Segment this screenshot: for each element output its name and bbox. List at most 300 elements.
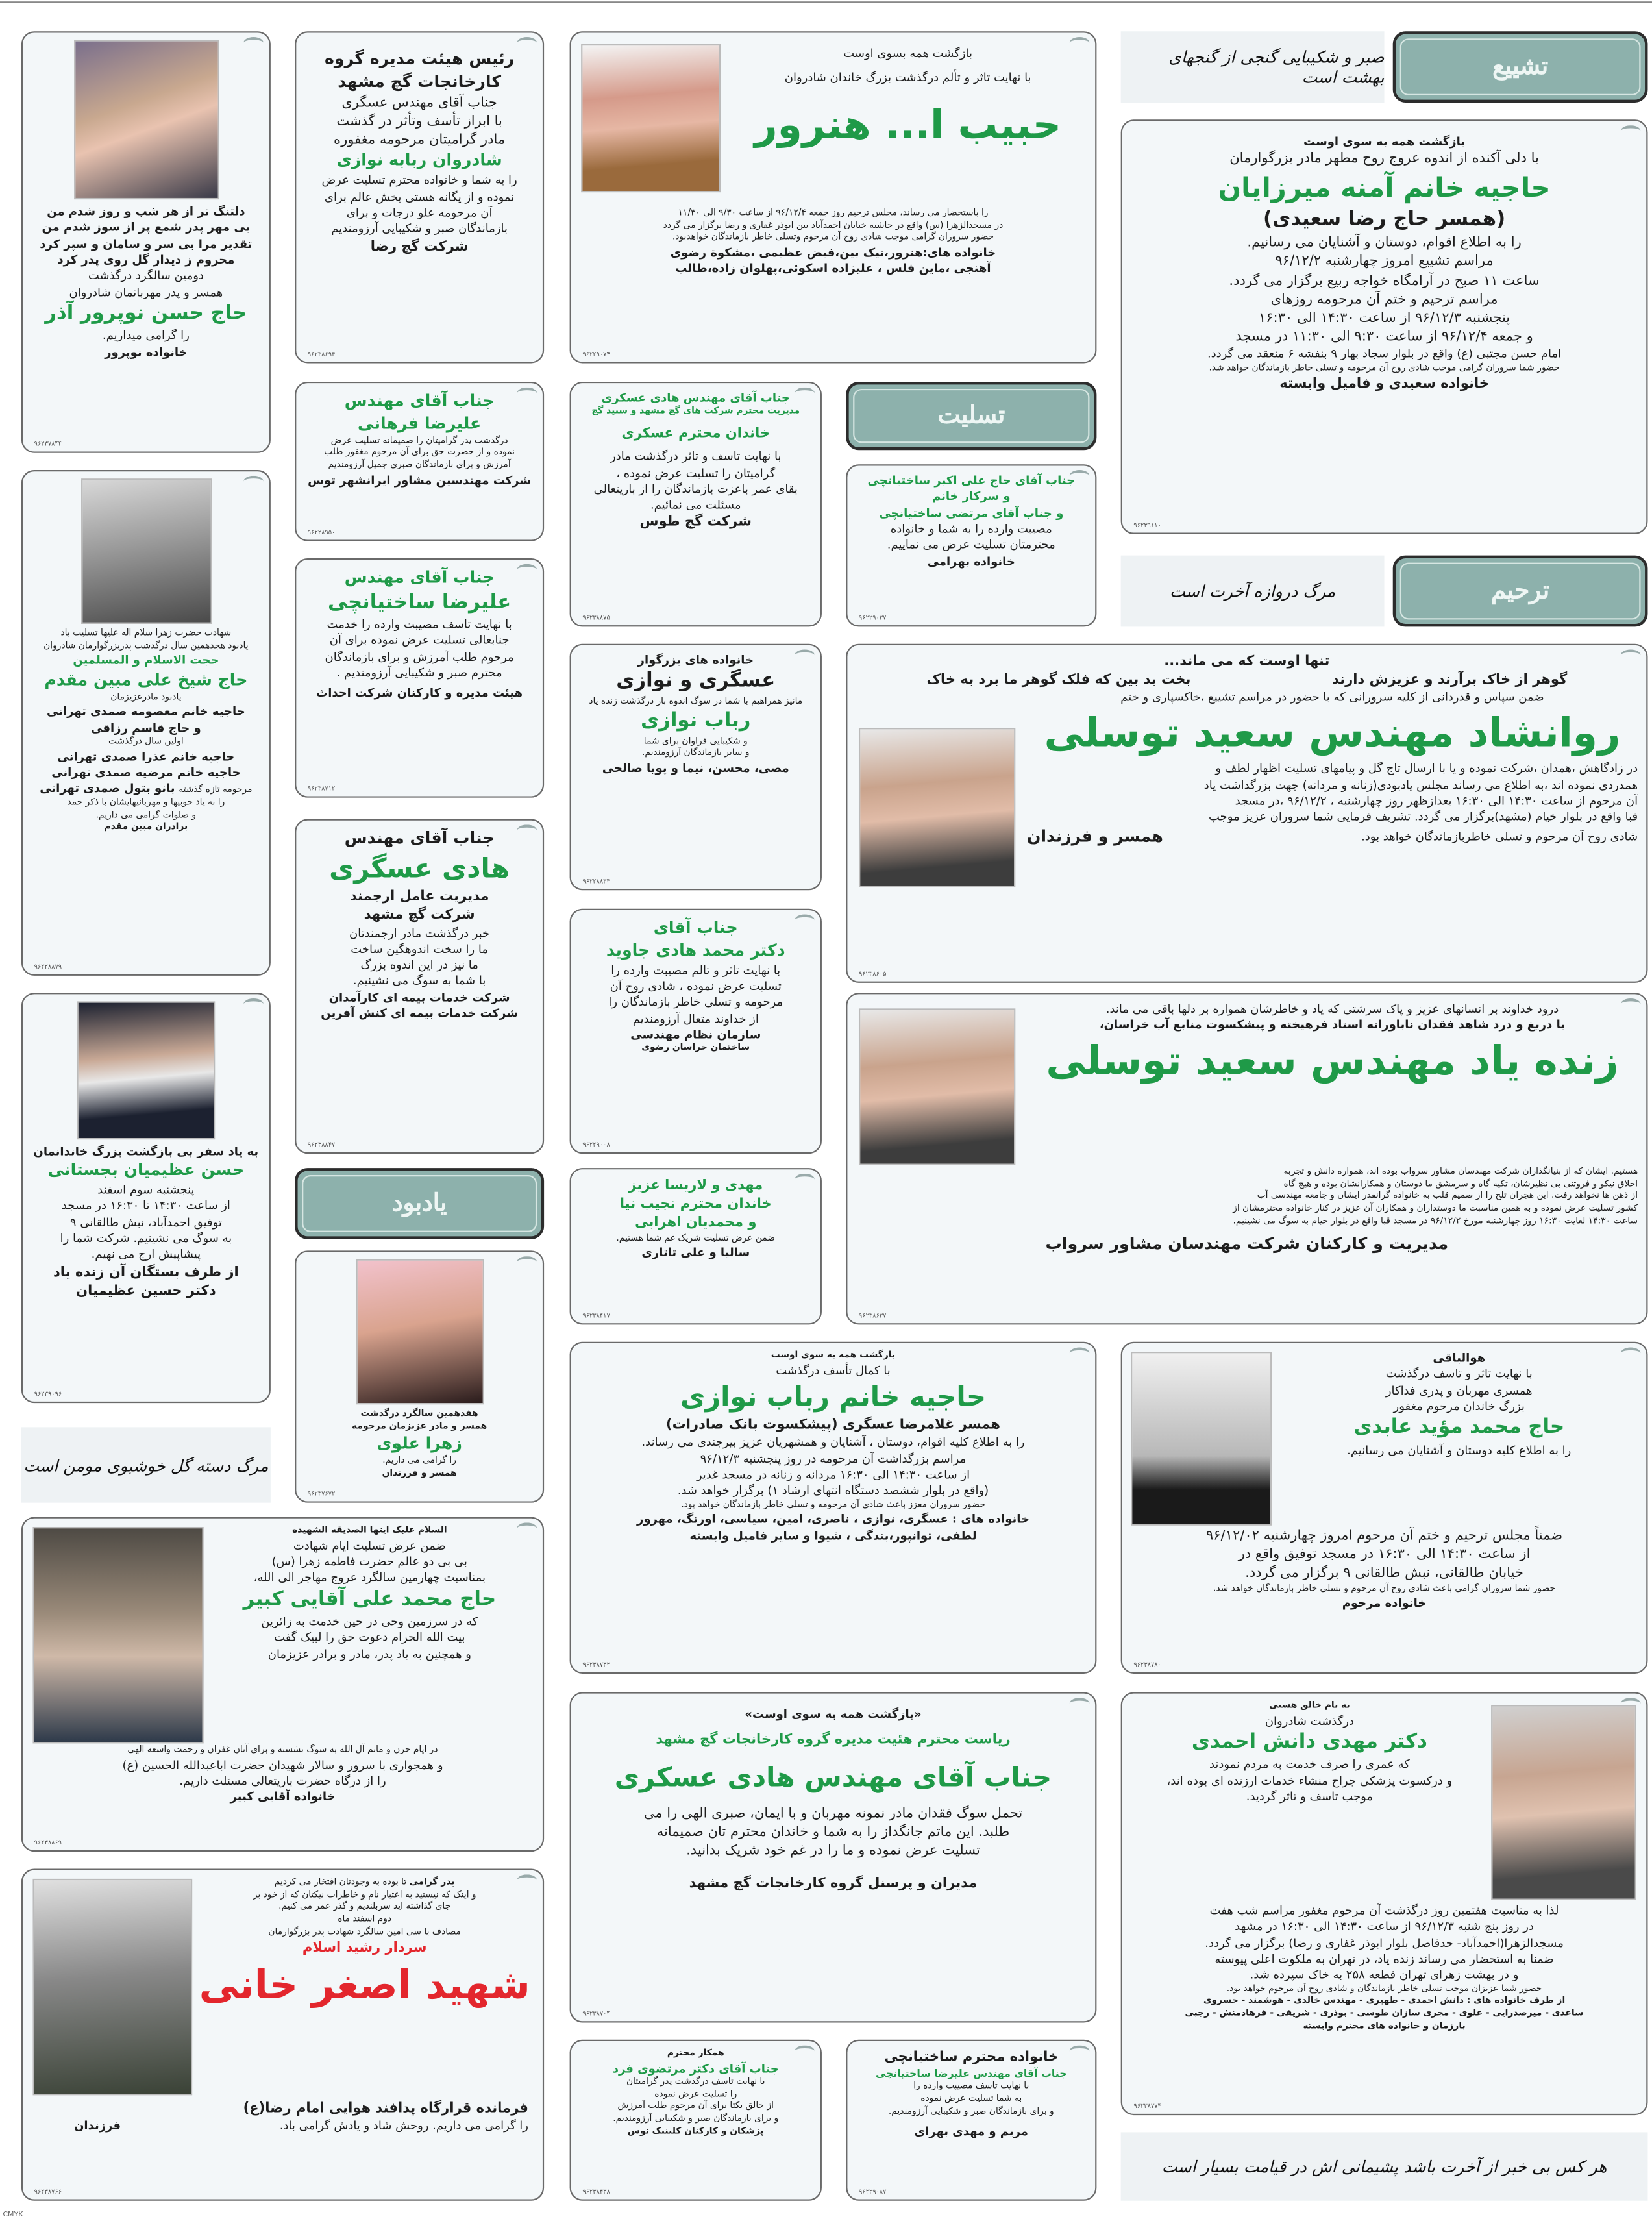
text-line: درود خداوند بر انسانهای عزیز و پاک سرشتی که یاد و خاطرشان همواره بر دلها باقی می ماند. — [1105, 1001, 1559, 1016]
ad-code: ۹۶۲۳۸۶۹۴ — [307, 351, 336, 359]
band-label: ترحیم — [1491, 576, 1550, 606]
condolence-mortazavi — [570, 2040, 822, 2201]
text-line: را از درگاه حضرت باریتعالی مسئلت داریم. — [179, 1773, 386, 1788]
text-line: تنها اوست که می ماند... — [1164, 654, 1330, 670]
text-line: ما را سخت اندوهگین ساخت — [351, 941, 488, 956]
text-line: بازگشت همه به سوی اوست — [1303, 134, 1466, 149]
text-line: ضمناً مجلس ترحیم و ختم آن مرحوم امروز چهارشنبه ۹۶/۱۲/۰۲ — [1205, 1528, 1563, 1544]
verse-row — [856, 671, 1638, 690]
condolence-farhani — [295, 382, 544, 541]
text-line: درگذشت شادروان — [1264, 1713, 1354, 1728]
ad-code: ۹۶۲۳۸۷۸۰ — [1133, 1662, 1161, 1670]
text-line: درگذشت پدر گرامیتان را صمیمانه تسلیت عرض — [330, 435, 508, 446]
portrait-photo — [581, 44, 721, 192]
recipient-name: و محمدیان اهرابی — [635, 1215, 757, 1232]
text-line: جای گذاشته اید سربلندیم و گذر عمر می کنیم. — [278, 1902, 451, 1913]
text-line: به شما تسلیت عرض نموده — [920, 2093, 1022, 2104]
ad-code: ۹۶۲۳۸۷۷۴ — [1133, 2103, 1161, 2111]
signature: شرکت گچ طوس — [639, 515, 752, 531]
text-line: حضور سروران گرامی موجب شادی روح آن مرحوم وتسلی خاطر بازماندگان خواهدبود. — [672, 232, 994, 243]
text-line: بازماندگان صبر و شکیبایی آرزومندیم — [331, 221, 508, 236]
recipient-name: جناب آقای مهندس هادی عسکری — [614, 1761, 1052, 1793]
text-line: هفدهمین سالگرد درگذشت — [360, 1408, 478, 1419]
motto-text: مرگ دروازه آخرت است — [1169, 581, 1336, 601]
text-line: که عمری را صرف خدمت به مردم نمودند — [1209, 1756, 1410, 1771]
text-line: لذا به مناسبت هفتمین روز درگذشت آن مرحوم مغفور مراسم شب هفت — [1209, 1903, 1559, 1918]
text-line: همدردی نموده اند ،به اطلاع می رساند مجلس یادبودی(زنانه و مردانه) جهت بزرگداشت یاد — [1203, 777, 1638, 792]
text-line: خبر درگذشت مادر ارجمندتان — [349, 925, 490, 940]
band-yadbod — [295, 1168, 544, 1239]
deceased-name: زنده یاد مهندس سعید توسلی — [1046, 1036, 1619, 1084]
text-line: ضمن سپاس و قدردانی از کلیه سرورانی که با حضور در مراسم تشییع ،خاکسپاری و ختم — [1120, 689, 1544, 704]
subheading: مدیریت محترم شرکت های گچ مشهد و سپید گچ — [591, 406, 800, 417]
condolence-hadi-askari — [295, 819, 544, 1154]
text-line: و جمعه ۹۶/۱۲/۴ از ساعت ۹:۳۰ الی ۱۱:۳۰ در مسجد — [1235, 329, 1533, 345]
signature: مدیران و پرسنل گروه کارخانجات گچ مشهد — [689, 1876, 978, 1892]
memorial-abedi — [1121, 1342, 1648, 1674]
text-line: با ابراز تأسف وتأثر در گذشت — [336, 114, 502, 130]
text-line: از ساعت ۱۴:۳۰ الی ۱۶:۳۰ در مسجد توفیق واقع در — [1238, 1547, 1531, 1563]
text-line: از خالق یکتا برای آن مرحوم طلب آمرزش — [617, 2101, 774, 2112]
motto-marg-dasteh — [21, 1427, 271, 1502]
ad-code: ۹۶۲۳۸۷۰۴ — [582, 2011, 610, 2018]
ad-code: ۹۶۲۳۸۷۱۲ — [307, 786, 336, 794]
deceased-name: زهرا علوی — [376, 1433, 462, 1454]
text-line: و درکسوت پزشکی جراح منشاء خدمات ارزنده ای بوده اند، — [1166, 1772, 1453, 1787]
text-line: و در بهشت زهرای تهران قطعه ۲۵۸ به خاک سپرده شد. — [1250, 1967, 1519, 1982]
text-line: شرکت گچ مشهد — [364, 908, 475, 924]
text-line: مسئلت می نمائیم. — [650, 497, 741, 512]
heading: رئیس هیئت مدیره گروه — [324, 48, 515, 69]
condolence-riasat — [570, 1692, 1097, 2022]
heading: جناب آقای مهندس — [344, 827, 495, 848]
text-line: در روز پنج شنبه ۹۶/۱۲/۳ از ساعت ۱۴:۳۰ الی ۱۶:۳۰ در مشهد — [1235, 1919, 1535, 1933]
signature: از طرف خانواده های : دانش احمدی - ظهیری - مهندس خالدی - هوشمند - خسروی — [1203, 1996, 1566, 2006]
text-line: را به اطلاع کلیه اقوام، دوستان ، آشنایان و همشهریان عزیز بیرجندی می رساند. — [641, 1435, 1025, 1450]
text-line: با دریغ و درد شاهد فقدان ناباورانه استاد فرهیخته و پیشکسوت منابع آب خراسان، — [1099, 1017, 1566, 1032]
text-line: یادبود هجدهمین سال درگذشت پدربزرگوارمان شادروان — [43, 640, 249, 651]
closing-row — [31, 2118, 534, 2135]
text-line: را به اطلاع اقوام، دوستان و آشنایان می رسانیم. — [1247, 235, 1522, 251]
signature: پزشکان و کارکنان کلینیک نوس — [627, 2126, 764, 2137]
recipient-name: خاندان محترم نجیب نیا — [619, 1196, 772, 1213]
thanks-notice-tavasoli — [846, 644, 1647, 983]
text-line: را به اطلاع کلیه دوستان و آشنایان می رسانیم. — [1347, 1442, 1572, 1457]
recipient-name: هادی عسگری — [329, 852, 510, 885]
ad-code: ۹۶۲۲۸۸۳۳ — [582, 878, 610, 886]
text-line: تحمل سوگ فقدان مادر نمونه مهربان و با ایمان، صبری الهی را می — [643, 1805, 1023, 1822]
text-line: و همجواری با سرور و سالار شهیدان حضرت اباعبدالله الحسین (ع) — [122, 1757, 443, 1772]
motto-text: مرگ دسته گل خوشبوی مومن است — [23, 1455, 269, 1475]
text-line: پدر گرامی — [409, 1877, 455, 1888]
text-line: بازگشت همه بسوی اوست — [843, 45, 973, 60]
portrait-photo — [859, 728, 1015, 887]
ad-code: ۹۶۲۲۹۰۸۷ — [858, 2189, 887, 2197]
name-line: حاجیه خانم عذرا صمدی تهرانی — [57, 749, 235, 763]
condolence-sakhtianchi-family — [846, 2040, 1096, 2201]
text-line: حضور شما سروران گرامی باعث شادی روح آن مرحوم و تسلی خاطر بازماندگان خواهد شد. — [1213, 1583, 1556, 1594]
text-line: (واقع در بلوار ششصد دستگاه انتهای ارشاد ۱) برگزار خواهد شد. — [677, 1483, 989, 1498]
text-line: یادبود مادرعزیزمان — [110, 691, 182, 702]
band-tashyi — [1393, 31, 1648, 103]
recipient-name: علیرضا فرهانی — [357, 412, 482, 433]
memorial-danesh-ahmadi — [1121, 1692, 1648, 2115]
condolence-tatari — [570, 1168, 822, 1324]
motto-marg-darvazeh — [1121, 556, 1385, 627]
ad-code: ۹۶۲۲۸۹۵۰ — [307, 530, 336, 538]
text-line: پیشاپیش ارج می نهیم. — [91, 1246, 201, 1261]
signature: خانواده مرحوم — [1342, 1596, 1427, 1611]
motto-text: هر کس بی خبر از آخرت باشد پشیمانی اش در قیامت بسیار است — [1161, 2156, 1607, 2177]
signature: سازمان نظام مهندسی — [630, 1026, 761, 1041]
ad-code: ۹۶۲۳۷۸۴۴ — [34, 441, 62, 449]
text-line: که در سرزمین وحی در حین خدمت به زائرین — [261, 1613, 478, 1628]
memorial-notice-tavasoli — [846, 993, 1647, 1324]
text-line: هستیم. ایشان که از بنیانگذاران شرکت مهندسان مشاور سرواب بوده اند، همواره دانش و تجربه — [1283, 1166, 1638, 1177]
obituary-nopour — [21, 31, 271, 452]
text-line: تا بوده به وجودتان افتخار می کردیم — [274, 1877, 407, 1888]
ad-code: ۹۶۲۳۸۶۳۷ — [858, 1313, 887, 1320]
memorial-shahid-khani — [21, 1869, 544, 2201]
ad-code: ۹۶۲۳۹۰۹۶ — [34, 1391, 62, 1399]
text-line: پنجشنبه ۹۶/۱۲/۳ از ساعت ۱۴:۳۰ الی ۱۶:۳۰ — [1258, 310, 1510, 327]
text-line: با نهایت تاسف مصیبت وارده را — [913, 2081, 1029, 2092]
text-line: با نهایت تاسف و تاثر درگذشت مادر — [610, 449, 782, 464]
signature: از طرف بستگان آن زنده یاد — [53, 1264, 239, 1280]
portrait-photo — [80, 478, 212, 624]
motto-harkas — [1121, 2132, 1648, 2200]
verse-line: دلتنگ تر از هر شب و روز شدم من — [47, 203, 245, 218]
text-line: مراسم ترحیم و ختم آن مرحومه روزهای — [1270, 291, 1498, 308]
text-line: ضمن عرض تسلیت ایام شهادت — [293, 1537, 446, 1552]
text-line: موجب تاسف و تاثر گردید. — [1246, 1789, 1374, 1804]
text-line: نموده و از یگانه هستی بخش عالم برای — [324, 188, 515, 203]
title-line: حجت الاسلام و المسلمین — [73, 652, 219, 667]
recipient-name: علیرضا ساختیانچی — [327, 591, 512, 614]
ad-code: ۹۶۲۲۸۸۷۹ — [34, 964, 62, 972]
text-line: حضور شما عزیزان موجب تسلی خاطر بازماندگان و شادی روح آن مرحوم خواهد بود. — [1226, 1983, 1542, 1994]
signature: هیئت مدیره و کارکنان شرکت احداث — [316, 686, 523, 700]
band-label: یادبود — [391, 1189, 447, 1218]
signature: خانواده های:هنرور،نیک بین،فیض عظیمی ،مشکوة رضوی — [670, 245, 996, 260]
signature: شرکت خدمات بیمه ای کنش آفرین — [321, 1006, 518, 1021]
text-line: مانیز همراهیم با شما در سوگ اندوه بار درگذشت زنده یاد — [589, 696, 803, 706]
text-line: آمرزش و برای بازماندگان صبری جمیل آرزومندیم — [328, 460, 511, 471]
memorial-aghaei-kabir — [21, 1517, 544, 1852]
signature: خانواده سعیدی و فامیل وابسته — [1279, 377, 1489, 393]
text-line: محترم صبر و شکیبایی آرزومندیم . — [336, 665, 502, 680]
text-line: بیت الله الحرام دعوت حق را لبیک گفت — [274, 1630, 465, 1644]
text-line: مادر گرامیتان مرحومه مغفوره — [334, 132, 506, 149]
name-line-row — [31, 781, 260, 798]
text-line: و سایر بازماندگان آرزومندیم. — [641, 748, 750, 758]
recipient-name: جناب آقای حاج علی اکبر ساختیانچی — [867, 473, 1076, 488]
deceased-name: حسن عظیمیان بجستانی — [47, 1159, 245, 1180]
text-line: توفیق احمدآباد، نبش طالقانی ۹ — [69, 1215, 222, 1229]
text-line: به نام خالق هستی — [1269, 1700, 1350, 1711]
text-line: مرحومه و تسلی خاطر بازماندگان را — [608, 995, 783, 1010]
text-line: همسر و پدر مهربانمان شادروان — [69, 284, 223, 299]
text-line: مرحومه تازه گذشته — [179, 785, 253, 795]
verse-line: بی مهر پدر شمع پر از سوز شدم من — [42, 219, 251, 234]
heading: ریاست محترم هئیت مدیره گروه کارخانجات گچ مشهد — [656, 1732, 1011, 1748]
text-line: دومین سالگرد درگذشت — [88, 268, 204, 282]
text-line: نموده و از حضرت حق برای آن مرحوم مغفور طلب — [324, 447, 515, 458]
recipient-name: خاندان محترم عسکری — [621, 426, 771, 442]
signature: ساختمان خراسان رضوی — [641, 1043, 750, 1053]
condolence-bahrami — [846, 464, 1096, 626]
text-line: السلام علیک ایتها الصدیقه الشهیده — [292, 1525, 447, 1536]
recipient-name: دکتر محمد هادی جاوید — [606, 939, 785, 960]
text-line: محترمتان تسلیت عرض می نماییم. — [887, 537, 1055, 552]
portrait-photo — [1491, 1705, 1636, 1900]
signature: برادران مبین مقدم — [104, 822, 188, 832]
text-line: پنجشنبه سوم اسفند — [97, 1182, 195, 1197]
text-line: به یاد سفر بی بازگشت بزرگ خاندانمان — [33, 1143, 259, 1158]
ad-code: ۹۶۲۳۸۶۰۵ — [858, 971, 887, 979]
recipient-name: و جناب آقای مرتضی ساختیانچی — [879, 505, 1064, 519]
text-line: مدیریت عامل ارجمند — [349, 889, 489, 905]
ad-code: ۹۶۲۳۸۴۱۷ — [582, 1313, 610, 1320]
text-line: بمناسبت چهارمین سالگرد عروج مهاجر الی الله، — [253, 1570, 486, 1585]
deceased-name: حبیب ا... هنرور — [754, 100, 1062, 148]
deceased-name: حاج محمد مؤید عابدی — [1353, 1416, 1565, 1439]
name-line: حاجیه خانم معصومه صمدی تهرانی — [46, 704, 245, 719]
motto-text: صبر و شکیبایی گنجی از گنجهای بهشت است — [1168, 47, 1385, 87]
recipient-name: عسگری و نوازی — [616, 669, 776, 693]
signature: همسر و فرزندان — [1026, 825, 1163, 846]
deceased-name: حاجیه خانم رباب نوازی — [680, 1382, 987, 1413]
condolence-raiese — [295, 31, 544, 363]
signature: مریم و مهدی بهرای — [914, 2124, 1028, 2138]
text-line: با دلی آکنده از اندوه عروج روح مطهر مادر بزرگوارمان — [1229, 151, 1539, 167]
signature: خانواده بهرامی — [927, 553, 1015, 568]
text-line: شهادت حضرت زهرا سلام اله علیها تسلیت باد — [60, 628, 232, 638]
signature: خانواده آقایی کبیر — [230, 1789, 336, 1804]
ad-code: ۹۶۲۳۹۱۱۰ — [1133, 523, 1161, 530]
signature: دکتر حسین عظیمیان — [76, 1283, 216, 1299]
text-line: با نهایت تاثر و تألم درگذشت بزرگ خاندان شادروان — [784, 70, 1031, 85]
text-line: ضمن عرض تسلیت شریک غم شما هستیم. — [616, 1233, 776, 1243]
signature: آهنجی ،ماین فلس ، علیزاده اسکوئی،پهلوان زاده،طالب — [675, 261, 991, 276]
text-line: و صلوات گرامی می داریم. — [95, 810, 197, 820]
text-line: را به یاد خوبیها و مهربانیهایشان با ذکر حمد — [67, 797, 225, 808]
ad-code: ۹۶۲۳۸۸۷۵ — [582, 615, 610, 623]
text-line: بزرگ خاندان مرحوم مغفور — [1393, 1398, 1525, 1413]
heading: جناب آقای — [653, 917, 738, 937]
signature: مصی، محسن، نیما و پویا صالحی — [602, 760, 789, 775]
text-line: بقای عمر باعزت بازماندگان را از باریتعالی — [593, 481, 798, 496]
verse-hemistich: گوهر از خاک برآرند و عزیزش دارند — [1332, 673, 1568, 689]
text-line: گرامیتان را تسلیت عرض نموده ، — [616, 465, 776, 480]
text-line: را تسلیت عرض نموده — [654, 2089, 737, 2100]
text-line: را به شما و خانواده محترم تسلیت عرض — [321, 173, 517, 188]
text-line: آن مرحومه علو درجات و برای — [346, 205, 493, 219]
ad-code: ۹۶۲۳۸۸۴۷ — [307, 1142, 336, 1150]
text-line: اولین سال درگذشت — [108, 736, 184, 747]
recipient-name: جناب آقای دکتر مرتضوی فرد — [612, 2061, 779, 2075]
text-line: حضور شما سروران گرامی موجب شادی روح آن مرحومه و تسلی خاطر بازماندگان خواهد شد. — [1209, 363, 1560, 373]
text-line: ساعت ۱۴:۳۰ لغایت ۱۶:۳۰ روز چهارشنبه مورخ ۹۶/۱۲/۲ در مسجد قبا واقع در بلوار خیام به سوگ می نشینیم. — [1233, 1216, 1638, 1226]
deceased-name: حاجیه خانم آمنه میرزایان — [1218, 171, 1551, 203]
signature: سالیا و علی تاتاری — [641, 1245, 750, 1260]
ad-code: ۹۶۲۲۹۰۷۴ — [582, 351, 610, 359]
signature: شرکت گچ رضا — [370, 238, 469, 254]
ad-code: ۹۶۲۳۸۷۳۲ — [582, 1662, 610, 1670]
text-line: ساعت ۱۱ صبح در آرامگاه خواجه ربیع برگزار می گردد. — [1229, 273, 1540, 289]
text-line: امام حسن مجتبی (ع) واقع در بلوار سجاد بهار ۹ بنفشه ۶ منعقد می گردد. — [1207, 347, 1562, 362]
text-line: فرمانده قرارگاه پدافند هوایی امام رضا(ع) — [243, 2101, 528, 2117]
ad-code: ۹۶۲۳۸۴۳۸ — [582, 2189, 610, 2197]
ad-code: ۹۶۲۲۹۰۰۸ — [582, 1142, 610, 1150]
text-line: با نهایت تاسف مصیبت وارده را خدمت — [327, 617, 512, 632]
deceased-name: رباب نوازی — [641, 710, 751, 733]
portrait-photo — [1131, 1352, 1272, 1526]
text-line: قبا واقع در بلوار خیام (مشهد)برگزار می گردد. تشریف فرمایی شما سروران عزیز موجب — [1209, 809, 1638, 824]
title-line: سردار رشید اسلام — [302, 1940, 427, 1957]
band-label: تسلیت — [937, 401, 1005, 430]
portrait-photo — [73, 40, 219, 199]
text-line-row — [195, 1878, 534, 1890]
memorial-alavi — [295, 1250, 544, 1502]
text-line: و برای بازماندگان صبر و شکیبایی آرزومندیم. — [888, 2105, 1054, 2116]
recipient-name: و سرکار خانم — [932, 489, 1011, 504]
text-line: مراسم تشییع امروز چهارشنبه ۹۶/۱۲/۲ — [1275, 254, 1494, 270]
heading: خانواده های بزرگوار — [637, 652, 754, 667]
funeral-notice-mirzaian — [1121, 119, 1648, 534]
text-line: «بازگشت همه به سوی اوست» — [745, 1706, 922, 1721]
condolence-javid — [570, 909, 822, 1154]
memorial-rabab-navazi — [570, 1342, 1097, 1674]
text-line: هوالباقی — [1433, 1350, 1486, 1365]
text-line: مرحوم طلب آمرزش و برای بازماندگان — [325, 649, 514, 663]
text-line: آن مرحوم از ساعت ۱۴:۳۰ الی ۱۶:۳۰ بعدازظهر روز چهارشنبه ، ۹۶/۱۲/۲ ،در مسجد — [1235, 793, 1638, 808]
band-label: تشییع — [1492, 53, 1549, 82]
text-line: مسجدالزهرا(احمدآباد- حدفاصل بلوار ابوذر غفاری و رضا) برگزار می گردد. — [1205, 1935, 1564, 1950]
closing-row — [1027, 826, 1638, 849]
text-line: تسلیت عرض نموده و ما را در غم خود شریک بدانید. — [686, 1843, 980, 1859]
text-line: مراسم بزرگداشت آن مرحومه در روز پنجشنبه ۹۶/۱۲/۳ — [700, 1451, 967, 1466]
text-line: دوم اسفند ماه — [338, 1914, 392, 1925]
ad-code: ۹۶۲۳۷۶۷۲ — [307, 1491, 336, 1499]
text-line: اخلاق نیکو و فروتنی بی نظیرشان، تکیه گاه و سرمشق ما دوستان و همکارانشان بوده و هیچ گاه — [1283, 1178, 1638, 1189]
text-line: طلبد. این ماتم جانگداز را به شما و خاندان محترم تان صمیمانه — [656, 1824, 1010, 1841]
text-line: را گرامی می داریم. روحش شاد و یادش گرامی باد. — [279, 2118, 528, 2133]
signature: شرکت مهندسین مشاور ایرانشهر توس — [308, 472, 532, 487]
name-line: بانو بتول صمدی تهرانی — [40, 780, 175, 795]
deceased-name: دکتر مهدی دانش احمدی — [1191, 1730, 1427, 1754]
deceased-name: روانشاد مهندس سعید توسلی — [1044, 709, 1621, 756]
heading: جناب آقای مهندس — [344, 390, 495, 410]
text-line: همسر و مادر عزیزمان مرحومه — [352, 1420, 487, 1432]
text-line: از خداوند متعال آرزومندیم — [632, 1010, 759, 1025]
print-mark: CMYK — [3, 2211, 23, 2219]
portrait-photo — [77, 1001, 215, 1139]
text-line: را گرامی می داریم. — [382, 1456, 456, 1467]
text-line: را گرامی میداریم. — [102, 328, 190, 342]
text-line: بازگشت همه به سوی اوست — [771, 1350, 896, 1361]
text-line: خیابان طالقانی، نبش طالقانی ۹ برگزار می گردد. — [1245, 1566, 1523, 1582]
text-line: و شکیبایی فراوان برای شما — [643, 736, 748, 746]
text-line: ضمنا به استحضار می رساند زنده یاد، در تهران به ملکوت اعلی پیوسته — [1214, 1951, 1554, 1966]
condolence-askari-family — [570, 382, 822, 626]
text-line: را باستحضار می رساند، مجلس ترحیم روز جمعه ۹۶/۱۲/۴ از ساعت ۹/۳۰ الی ۱۱/۳۰ — [678, 208, 989, 218]
memorial-azimian — [21, 993, 271, 1403]
motto-sabr — [1121, 31, 1385, 103]
deceased-name: حاج حسن نوپرور آذر — [45, 301, 247, 325]
text-line: جنابعالی تسلیت عرض نموده برای آن — [329, 633, 510, 648]
signature: خانواده های : عسگری، نوازی ، ناصری، امین، سیاسی، اورنگ، مهرور — [637, 1511, 1029, 1526]
text-line: تسلیت عرض نموده ، شادی روح آن — [610, 978, 782, 993]
signature: لطفی، توانپور،بندگی ، شیوا و سایر فامیل وابسته — [689, 1528, 977, 1543]
name-line: حاجیه خانم مرضیه صمدی تهرانی — [51, 764, 241, 779]
band-tasliyat — [846, 382, 1096, 450]
signature: فرزندان — [74, 2118, 121, 2133]
obituary-honarvar — [570, 31, 1097, 363]
band-tarhim — [1393, 556, 1648, 627]
portrait-photo — [32, 1879, 192, 2095]
heading: کارخانجات گچ مشهد — [338, 71, 502, 92]
text-line: مصادف با سی امین سالگرد شهادت پدر بزرگوارمان — [268, 1926, 461, 1937]
text-line: همکار محترم — [667, 2048, 724, 2059]
recipient-name: جناب آقای مهندس علیرضا ساختیانچی — [876, 2067, 1067, 2080]
portrait-photo — [859, 1008, 1015, 1165]
heading: جناب آقای مهندس — [344, 567, 495, 587]
text-line: از ساعت ۱۴:۳۰ الی ۱۶:۳۰ مردانه و زنانه در مسجد غدیر — [696, 1467, 970, 1481]
text-line: مصیبت وارده را به شما و خانواده — [890, 521, 1052, 536]
ad-code: ۹۶۲۲۹۰۳۷ — [858, 615, 887, 623]
text-line: در مسجدالزهرا (س) واقع در حاشیه خیابان احمدآباد بین ابوذر غفاری و رضا برگزار می گردد — [663, 220, 1004, 230]
heading: جناب آقای مهندس هادی عسکری — [601, 390, 790, 405]
text-line: حضور سروران معزز باعث شادی آن مرحومه و تسلی خاطر بازماندگان خواهد بود. — [681, 1499, 985, 1509]
deceased-name: حاج شیخ علی مبین مقدم — [44, 669, 248, 689]
signature: همسر و فرزندان — [382, 1468, 457, 1479]
signature: خانواده نوپرور — [105, 343, 188, 358]
spouse-line: همسر غلامرضا عسگری (پیشکسوت بانک صادرات) — [666, 1417, 1000, 1433]
memorial-mobin-moghadam — [21, 470, 271, 976]
verse-hemistich: بخت بد بین که فلک گوهر ما برد به خاک — [926, 673, 1191, 689]
verse-line: محروم ز دیدار گل روی پدر کرد — [57, 252, 235, 267]
portrait-photo — [355, 1259, 483, 1404]
text-line: کشور تسلیت عرض نموده و به همین مناسبت ما دوستداران و همکاران آن عزیز در کنار خانواده محترمشان از — [1233, 1204, 1638, 1214]
text-line: شادی روح آن مرحوم و تسلی خاطربازماندگان خواهد بود. — [1361, 828, 1638, 843]
spouse-line: (همسر حاج رضا سعیدی) — [1263, 207, 1506, 230]
text-line: ما نیز در این اندوه بزرگ — [360, 957, 478, 972]
ad-code: ۹۶۲۳۸۷۶۶ — [34, 2189, 62, 2197]
text-line: با نهایت تاسف درگذشت پدر گرامیتان — [626, 2076, 765, 2087]
text-line: از ذهن ها نخواهد رفت. این هجران تلخ را از صمیم قلب به خانواده گرانقدر ایشان و جامعه مهندسی آب — [1257, 1191, 1638, 1202]
text-line: و برای بازماندگان صبر و شکیبایی آرزومندیم. — [613, 2114, 779, 2124]
signature: بارزمان و خانواده های محترم وابسته — [1303, 2020, 1466, 2031]
deceased-name: شهید اصغر خانی — [199, 1961, 530, 2008]
text-line: با شما به سوگ می نشینیم. — [352, 973, 486, 988]
text-line: با کمال تأسف درگذشت — [776, 1362, 891, 1377]
signature: ساعدی - میرصدرایی - علوی - مجری سازان طوسی - بوذری - شریفی - فرهادمنش - رجبی — [1185, 2008, 1584, 2018]
text-line: و همچنین به یاد پدر، مادر و برادر عزیزمان — [267, 1646, 471, 1661]
text-line: همسری مهربان و پدری فداکار — [1385, 1382, 1533, 1397]
signature: مدیریت و کارکنان شرکت مهندسان مشاور سرواب — [1045, 1233, 1449, 1254]
verse-line: تقدیر مرا بی سر و سامان و سپر کرد — [40, 236, 253, 251]
top-rule — [0, 1, 1652, 3]
text-line: در زادگاهش ،همدان ،شرکت نموده و یا با ارسال تاج گل و پیامهای تسلیت اظهار لطف و — [1215, 761, 1638, 776]
name-line: و حاج قاسم رزاقی — [91, 720, 201, 735]
text-line: با نهایت تاثر و تاسف درگذشت — [1385, 1366, 1533, 1381]
text-line: با نهایت تاثر و تالم مصیبت وارده را — [611, 962, 781, 977]
signature: شرکت خدمات بیمه ای کارآمدان — [328, 989, 510, 1004]
condolence-sakhtianchi — [295, 558, 544, 798]
text-line: از ساعت ۱۴:۳۰ تا ۱۶:۳۰ در مسجد — [61, 1198, 230, 1213]
text-line: در ایام حزن و ماتم آل الله به سوگ نشسته و برای آنان غفران و رحمت واسعه الهی — [127, 1744, 438, 1755]
